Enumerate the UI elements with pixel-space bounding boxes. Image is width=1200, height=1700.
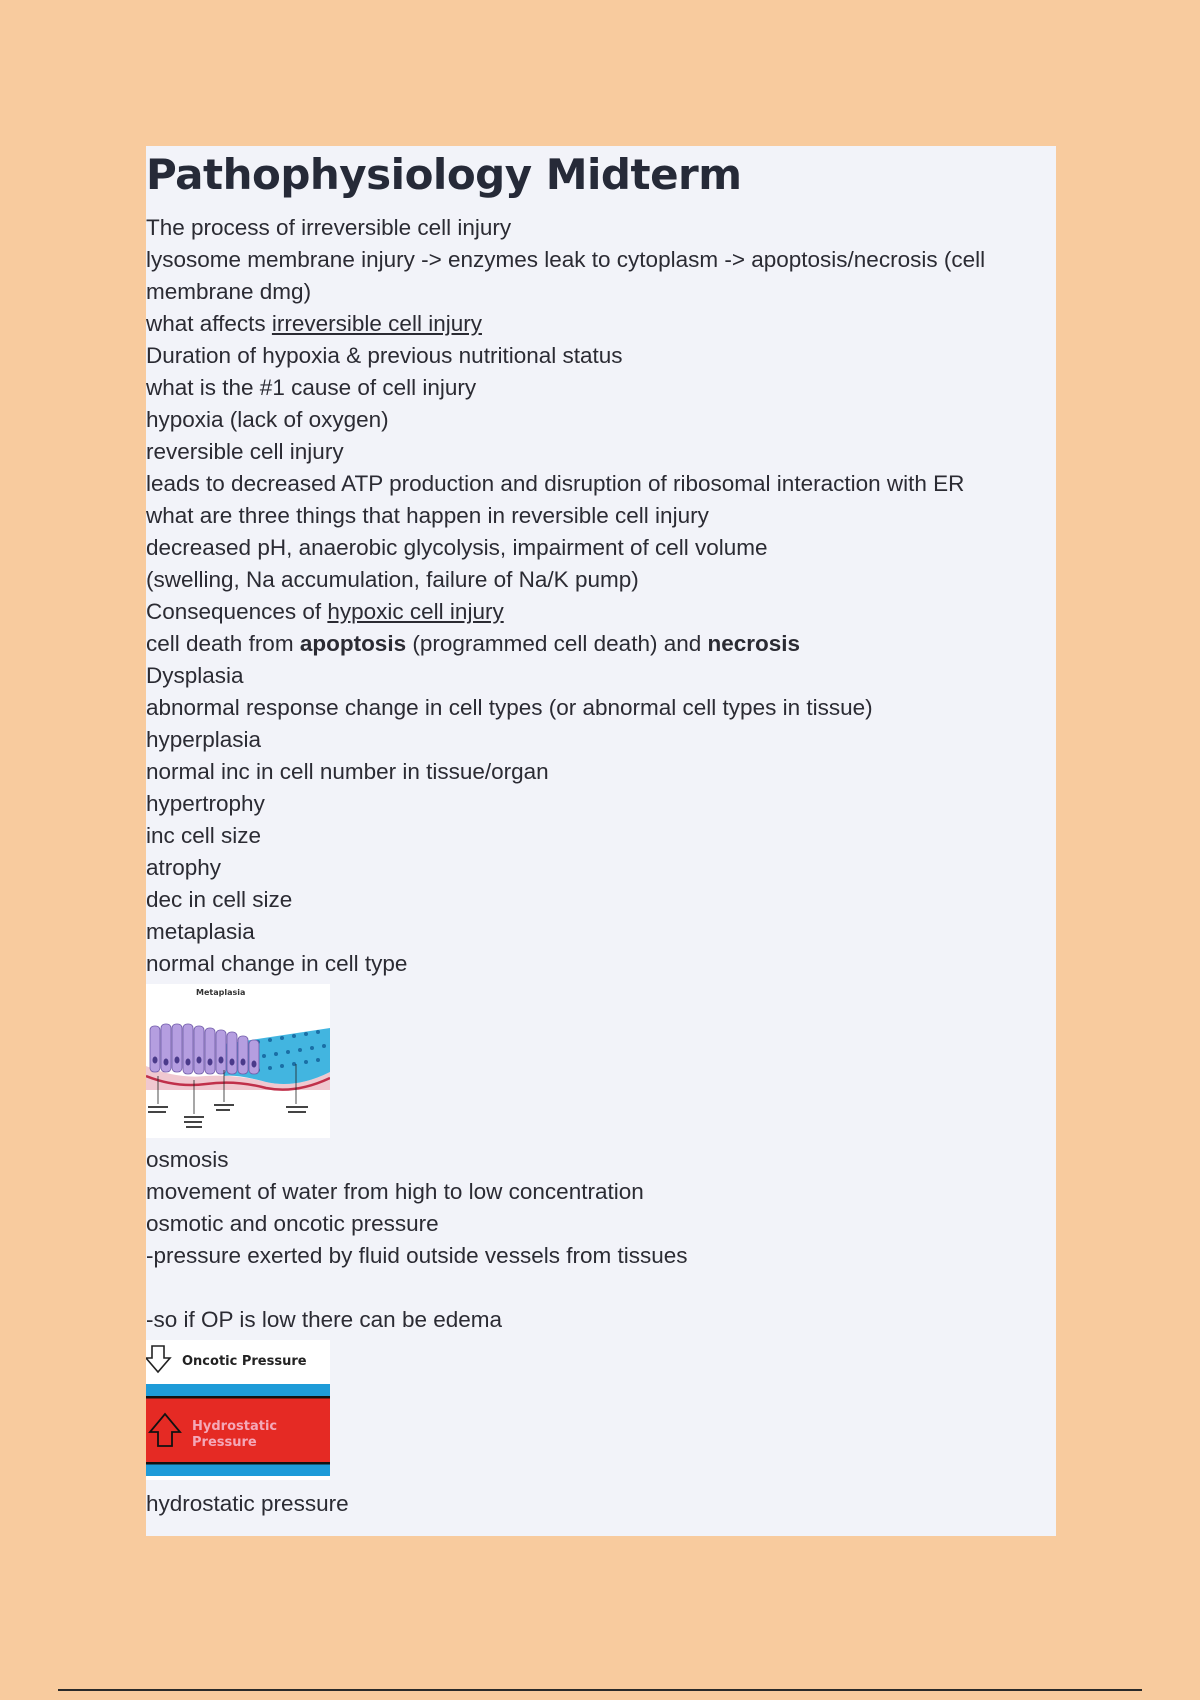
note-line: hypoxia (lack of oxygen) [146, 406, 389, 432]
note-line: osmotic and oncotic pressure [146, 1210, 439, 1236]
note-line: leads to decreased ATP production and disruption of ribosomal interaction with ER [146, 470, 965, 496]
note-line: inc cell size [146, 822, 262, 848]
note-line: hyperplasia [146, 726, 262, 752]
underlined-term: irreversible cell injury [271, 310, 482, 336]
note-text: cell death from [146, 630, 300, 656]
note-line [146, 308, 1056, 340]
hydrostatic-label-2: Pressure [192, 1434, 257, 1450]
note-line: dec in cell size [146, 886, 293, 912]
study-card [146, 146, 1056, 1536]
pressure-illustration [146, 1340, 330, 1480]
note-line: what are three things that happen in reversible cell injury [146, 502, 709, 528]
note-line: Dysplasia [146, 662, 244, 688]
note-line: abnormal response change in cell types (or abnormal cell types in tissue) [146, 694, 873, 720]
blank-line [146, 1272, 1056, 1304]
bold-term: apoptosis [299, 630, 407, 656]
note-line: (swelling, Na accumulation, failure of Na/K pump) [146, 566, 639, 592]
note-text: (programmed cell death) and [406, 630, 708, 656]
note-line: atrophy [146, 854, 222, 880]
note-line [146, 596, 1056, 628]
note-line: hydrostatic pressure [146, 1490, 349, 1516]
note-line: what is the #1 cause of cell injury [146, 374, 477, 400]
note-text: what affects [146, 310, 272, 336]
bold-term: necrosis [707, 630, 801, 656]
note-line: lysosome membrane injury -> enzymes leak to cytoplasm -> apoptosis/necrosis (cell membrane dmg) [146, 246, 986, 304]
note-line: osmosis [146, 1146, 229, 1172]
metaplasia-illustration [146, 984, 330, 1138]
note-line: decreased pH, anaerobic glycolysis, impairment of cell volume [146, 534, 768, 560]
page-title: Pathophysiology Midterm [146, 150, 742, 199]
note-line: Duration of hypoxia & previous nutritional status [146, 342, 623, 368]
note-text: Consequences of [146, 598, 328, 624]
note-line: reversible cell injury [146, 438, 344, 464]
hydrostatic-label-1: Hydrostatic [192, 1418, 278, 1434]
note-line: normal change in cell type [146, 950, 408, 976]
note-line: metaplasia [146, 918, 255, 944]
note-line: The process of irreversible cell injury [146, 214, 512, 240]
notes-list [146, 212, 1056, 1520]
note-line: normal inc in cell number in tissue/organ [146, 758, 549, 784]
oncotic-label: Oncotic Pressure [182, 1353, 307, 1369]
metaplasia-figure-title: Metaplasia [196, 987, 246, 997]
note-line: movement of water from high to low concentration [146, 1178, 644, 1204]
note-line: -so if OP is low there can be edema [146, 1306, 503, 1332]
underlined-term: hypoxic cell injury [327, 598, 504, 624]
note-line: hypertrophy [146, 790, 265, 816]
footer-divider [58, 1689, 1142, 1691]
note-line: -pressure exerted by fluid outside vessels from tissues [146, 1242, 688, 1268]
note-line [146, 628, 1056, 660]
